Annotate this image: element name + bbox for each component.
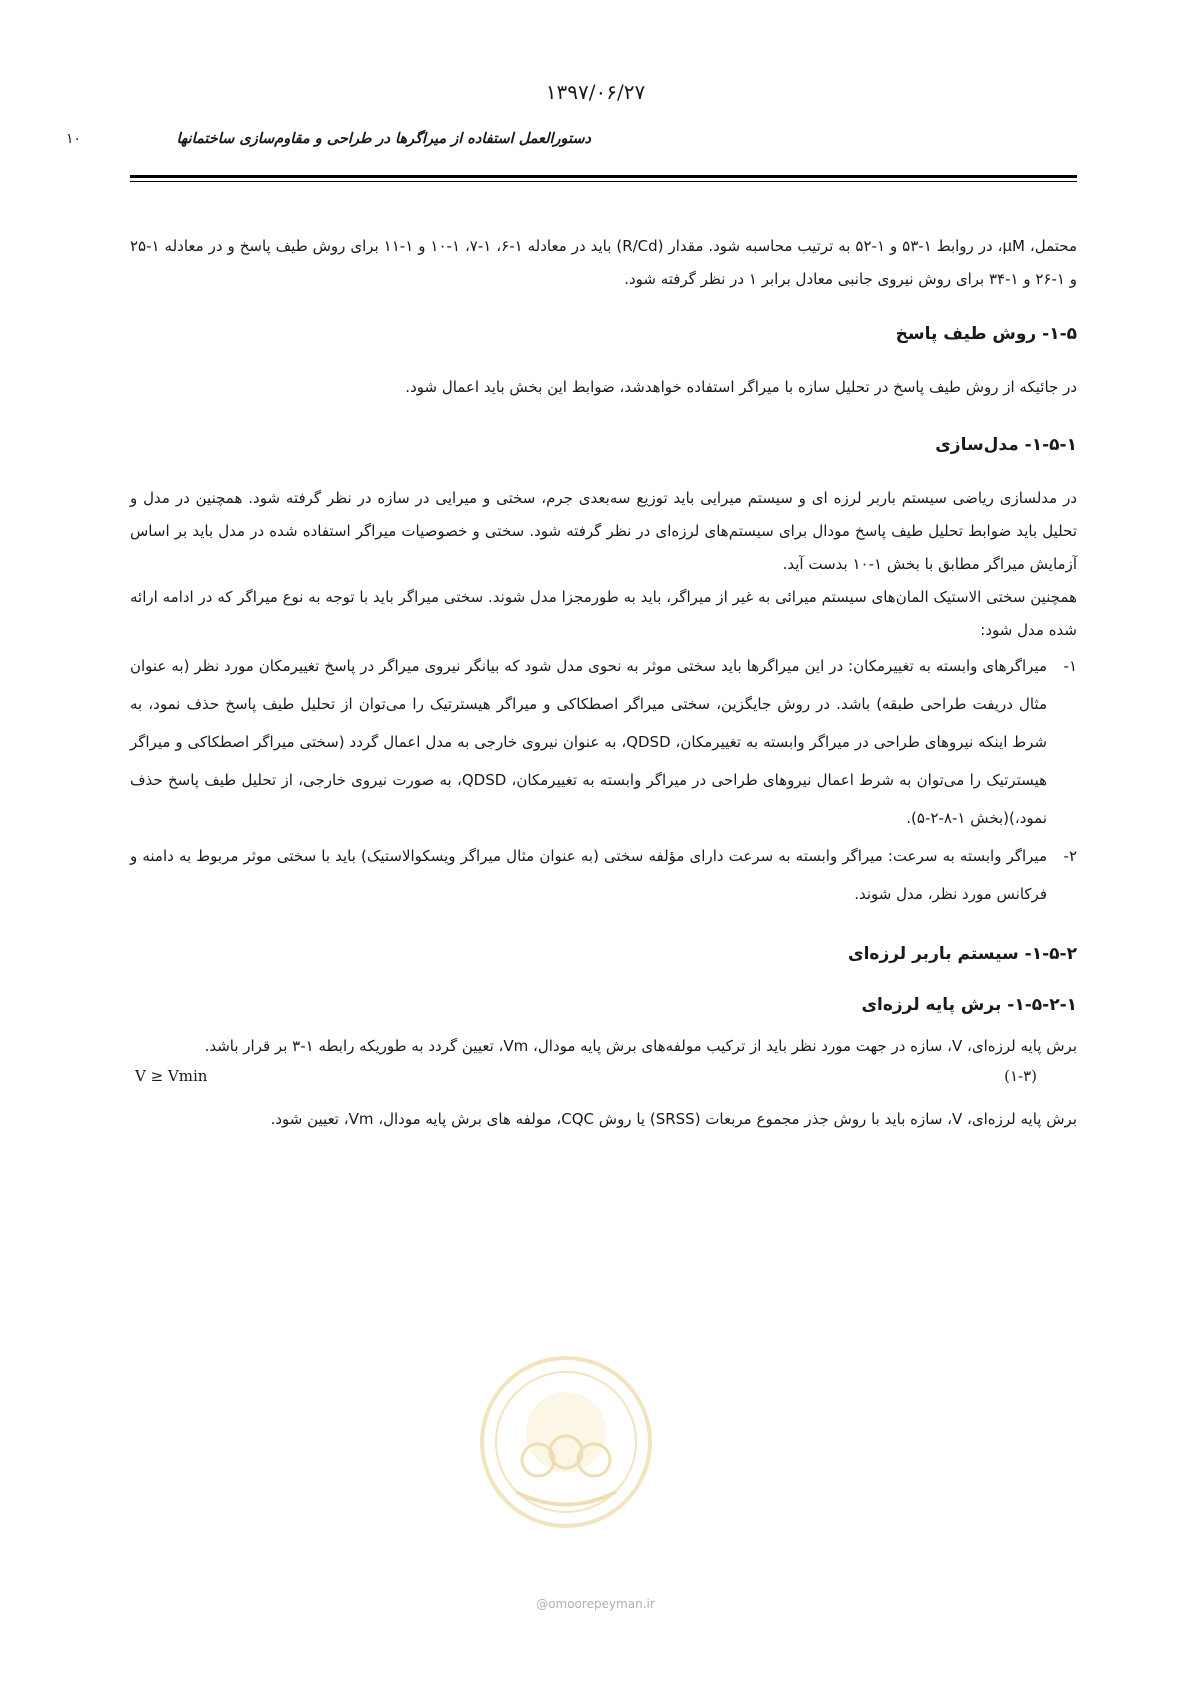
section-heading-1-5-1: ۱-۵-۱- مدل‌سازی: [935, 435, 1077, 455]
page-body: [130, 230, 1077, 1136]
equation-expression: V ≥ Vmin: [135, 1067, 208, 1085]
base-shear-paragraph-1: برش پایه لرزه‌ای، V، سازه در جهت مورد نظر باید از ترکیب مولفه‌های برش پایه مودال، Vm، تعیین گردد به طوریکه رابطه ۱-۳ بر قرار باشد.: [204, 1037, 1077, 1055]
watermark-url: @omoorepeyman.ir: [536, 1597, 655, 1611]
equation-1-3: [130, 1063, 1077, 1093]
list-item: [130, 647, 1077, 837]
running-header-title: دستورالعمل استفاده از میراگرها در طراحی و مقاوم‌سازی ساختمانها: [176, 131, 591, 147]
section-1-5-text: در جائیکه از روش طیف پاسخ در تحلیل سازه با میراگر استفاده خواهدشد، ضوابط این بخش باید اعمال شود.: [405, 378, 1077, 396]
header-rule-thin: [130, 181, 1077, 182]
intro-paragraph: محتمل، μM، در روابط ۱-۵۳ و ۱-۵۲ به ترتیب محاسبه شود. مقدار (R/Cd) باید در معادله ۱-۶، ۱-۷، ۱-۱۰ و ۱-۱۱ برای روش طیف پاسخ و در معادله ۱-۲۵ و ۱-۲۶ و ۱-۳۴ برای روش نیروی جانبی معادل برابر ۱ در نظر گرفته شود.: [130, 237, 1078, 288]
list-item-text: میراگر وابسته به سرعت: میراگر وابسته به سرعت دارای مؤلفه سختی (به عنوان مثال میراگر ویسکوالاستیک) باید با سختی موثر مربوط به دامنه و فرکانس مورد نظر، مدل شوند.: [130, 847, 1047, 903]
document-date: ۱۳۹۷/۰۶/۲۷: [545, 80, 646, 104]
list-item-number: ۲-: [1063, 847, 1077, 865]
modeling-paragraph-1: در مدلسازی ریاضی سیستم باربر لرزه ای و سیستم میرایی باید توزیع سه‌بعدی جرم، سختی و میرایی در سازه در نظر گرفته شود. همچنین در مدل و تحلیل باید ضوابط تحلیل طیف پاسخ مودال برای سیستم‌های لرزه‌ای در نظر گرفته شود. سختی و خصوصیات میراگر استفاده شده در مدل باید بر اساس آزمایش میراگر مطابق با بخش ۱-۱۰ بدست آید.: [130, 489, 1077, 573]
page-number: ۱۰: [65, 131, 81, 147]
publisher-seal-watermark: [476, 1352, 656, 1532]
list-item-number: ۱-: [1063, 657, 1077, 675]
section-heading-1-5: ۱-۵- روش طیف پاسخ: [895, 324, 1077, 344]
modeling-paragraph-2: همچنین سختی الاستیک المان‌های سیستم میرائی به غیر از میراگر، باید به طورمجزا مدل شوند. سختی میراگر باید با توجه به نوع میراگر که در ادامه ارائه شده مدل شود:: [130, 588, 1077, 639]
base-shear-paragraph-2: برش پایه لرزه‌ای، V، سازه باید با روش جذر مجموع مربعات (SRSS) یا روش CQC، مولفه های برش پایه مودال، Vm، تعیین شود.: [270, 1110, 1077, 1128]
section-heading-1-5-2-1: ۱-۵-۲-۱- برش پایه لرزه‌ای: [861, 995, 1077, 1015]
damper-type-list: [130, 647, 1077, 913]
list-item-text: میراگرهای وابسته به تغییرمکان: در این میراگرها باید سختی موثر به نحوی مدل شود که بیانگر نیروی میراگر در پاسخ تغییرمکان مورد نظر (به عنوان مثال دریفت طراحی طبقه) باشد. در روش جایگزین، سختی میراگر اصطکاکی و میراگر هیسترتیک را می‌توان از تحلیل طیف پاسخ حذف نمود، به شرط اینکه نیروهای طراحی در میراگر وابسته به تغییرمکان، QDSD، به عنوان نیروی خارجی به مدل اعمال گردد (سختی میراگر اصطکاکی و میراگر هیسترتیک را می‌توان به شرط اعمال نیروهای طراحی در میراگر وابسته به تغییرمکان، QDSD، به صورت نیروی خارجی، از تحلیل طیف پاسخ حذف نمود،)(بخش ۱-۸-۲-۵).: [130, 657, 1047, 827]
equation-number: (۱-۳): [1004, 1067, 1037, 1085]
header-rule-thick: [130, 175, 1077, 178]
section-heading-1-5-2: ۱-۵-۲- سیستم باربر لرزه‌ای: [848, 944, 1077, 964]
list-item: [130, 837, 1077, 913]
